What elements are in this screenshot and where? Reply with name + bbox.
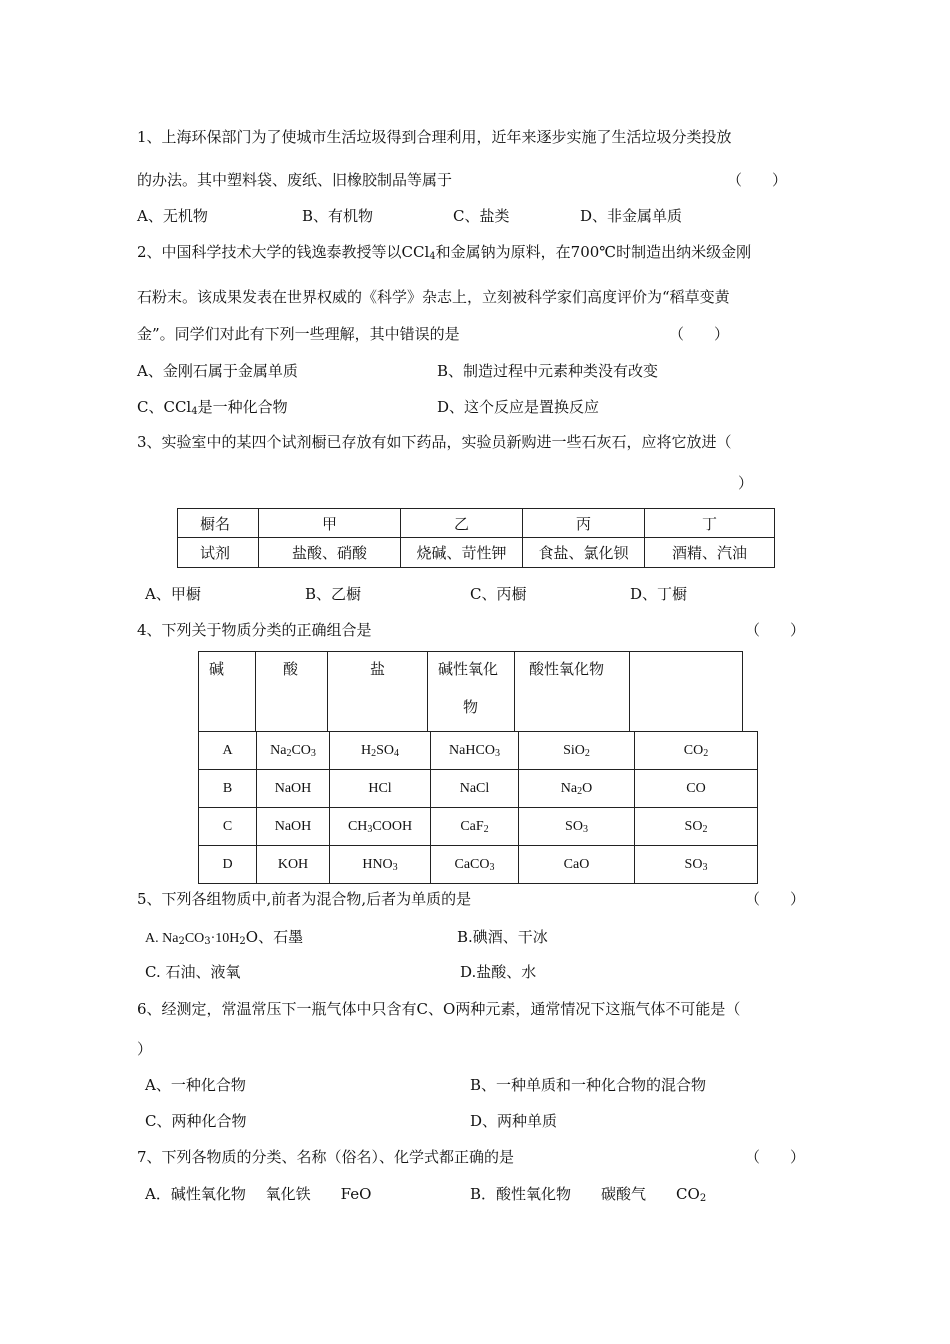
q4-table-body — [198, 731, 758, 884]
q3-option-d: D、丁橱 — [630, 585, 688, 603]
q3-line2: ） — [738, 474, 754, 492]
q6-line2: ） — [137, 1040, 153, 1058]
q4-table-cell: KOH — [257, 846, 330, 884]
q3-cell-bing: 食盐、氯化钡 — [523, 538, 645, 568]
q5-option-c: C. 石油、液氧 — [145, 963, 241, 981]
q4-table-cell: CaO — [519, 846, 635, 884]
q4-header-base: 碱 — [209, 660, 225, 678]
q4-row-label: A — [199, 732, 257, 770]
q4-row-label: B — [199, 770, 257, 808]
q4-table-cell: $H_2SO_4$ — [330, 732, 431, 770]
q5-option-d: D.盐酸、水 — [460, 963, 537, 981]
q1-option-d: D、非金属单质 — [580, 207, 683, 225]
q3-option-a: A、甲橱 — [145, 585, 201, 603]
q4-table-cell: $SO_3$ — [519, 808, 635, 846]
q7-option-b: B．酸性氧化物 碳酸气 $CO_2$ — [470, 1185, 707, 1204]
q3-line1: 3、实验室中的某四个试剂橱已存放有如下药品，实验员新购进一些石灰石，应将它放进（ — [137, 433, 732, 451]
q3-header-jia: 甲 — [259, 509, 401, 538]
q6-option-c: C、两种化合物 — [145, 1112, 247, 1130]
q4-header-basic-oxide-wrap: 物 — [463, 698, 479, 716]
q4-table-header — [198, 651, 743, 731]
q1-option-c: C、盐类 — [453, 207, 510, 225]
q2-line1: 2、中国科学技术大学的钱逸泰教授等以CCl$_4$和金属钠为原料，在700℃时制造出纳米级金刚 — [137, 243, 752, 262]
q4-row-label: C — [199, 808, 257, 846]
q4-header-basic-oxide: 碱性氧化 — [438, 660, 499, 678]
q1-line1: 1、上海环保部门为了使城市生活垃圾得到合理利用，近年来逐步实施了生活垃圾分类投放 — [137, 128, 732, 146]
q4-table-cell: $SO_3$ — [635, 846, 758, 884]
q3-cabinet-table — [177, 508, 775, 568]
q4-line1: 4、下列关于物质分类的正确组合是 — [137, 621, 372, 639]
q3-header-cabinet: 橱名 — [178, 509, 259, 538]
q4-header-salt: 盐 — [370, 660, 386, 678]
q6-option-b: B、一种单质和一种化合物的混合物 — [470, 1076, 707, 1094]
q4-table-row — [199, 732, 758, 770]
q3-cell-jia: 盐酸、硝酸 — [259, 538, 401, 568]
q5-answer-paren: （ ） — [745, 890, 806, 908]
q1-option-a: A、无机物 — [137, 207, 208, 225]
q7-option-a: A．碱性氧化物 氧化铁 FeO — [145, 1185, 372, 1203]
q4-table-cell: CO — [635, 770, 758, 808]
q3-cell-yi: 烧碱、苛性钾 — [401, 538, 523, 568]
q4-row-label: D — [199, 846, 257, 884]
q7-answer-paren: （ ） — [745, 1148, 806, 1166]
q4-table-cell: HCl — [330, 770, 431, 808]
q2-answer-paren: （ ） — [669, 325, 730, 343]
q4-answer-paren: （ ） — [745, 621, 806, 639]
q3-row-label: 试剂 — [178, 538, 259, 568]
q2-option-d: D、这个反应是置换反应 — [437, 398, 600, 416]
q2-option-b: B、制造过程中元素种类没有改变 — [437, 362, 659, 380]
q4-table-row — [199, 770, 758, 808]
q5-option-a: A. $Na_2CO_3\cdot 10H_2O$、石墨 — [145, 928, 304, 947]
q4-table-cell: $CH_3COOH$ — [330, 808, 431, 846]
q2-line3: 金”。同学们对此有下列一些理解，其中错误的是 — [137, 325, 460, 343]
q2-line2: 石粉末。该成果发表在世界权威的《科学》杂志上，立刻被科学家们高度评价为“稻草变黄 — [137, 288, 730, 306]
q3-header-yi: 乙 — [401, 509, 523, 538]
q4-table-cell: NaHCO$_3$ — [431, 732, 519, 770]
q4-table-row — [199, 808, 758, 846]
q3-option-b: B、乙橱 — [305, 585, 362, 603]
q2-option-c: C、CCl$_4$是一种化合物 — [137, 398, 288, 417]
q4-table-cell: $Na_2CO_3$ — [257, 732, 330, 770]
q3-cell-ding: 酒精、汽油 — [645, 538, 775, 568]
q4-table-cell: SiO$_2$ — [519, 732, 635, 770]
q4-table-cell: CaF$_2$ — [431, 808, 519, 846]
q5-line1: 5、下列各组物质中,前者为混合物,后者为单质的是 — [137, 890, 472, 908]
q4-table-cell: NaCl — [431, 770, 519, 808]
q4-header-acidic-oxide: 酸性氧化物 — [529, 660, 605, 678]
q1-line2: 的办法。其中塑料袋、废纸、旧橡胶制品等属于 — [137, 171, 453, 189]
q1-option-b: B、有机物 — [302, 207, 374, 225]
q3-option-c: C、丙橱 — [470, 585, 527, 603]
q4-table-cell: NaOH — [257, 770, 330, 808]
q4-table-cell: NaOH — [257, 808, 330, 846]
q2-option-a: A、金刚石属于金属单质 — [137, 362, 298, 380]
q4-table-cell: $HNO_3$ — [330, 846, 431, 884]
q5-option-b: B.碘酒、干冰 — [457, 928, 548, 946]
q3-header-ding: 丁 — [645, 509, 775, 538]
q4-table-row — [199, 846, 758, 884]
q4-table-cell: CaCO$_3$ — [431, 846, 519, 884]
q6-line1: 6、经测定，常温常压下一瓶气体中只含有C、O两种元素，通常情况下这瓶气体不可能是（ — [137, 1000, 741, 1018]
q6-option-d: D、两种单质 — [470, 1112, 558, 1130]
q1-answer-paren: （ ） — [727, 171, 788, 189]
q4-header-acid: 酸 — [283, 660, 299, 678]
q6-option-a: A、一种化合物 — [145, 1076, 246, 1094]
q3-header-bing: 丙 — [523, 509, 645, 538]
q4-table-cell: $SO_2$ — [635, 808, 758, 846]
q4-table-cell: $CO_2$ — [635, 732, 758, 770]
q4-table-cell: $Na_2O$ — [519, 770, 635, 808]
q7-line1: 7、下列各物质的分类、名称（俗名）、化学式都正确的是 — [137, 1148, 515, 1166]
